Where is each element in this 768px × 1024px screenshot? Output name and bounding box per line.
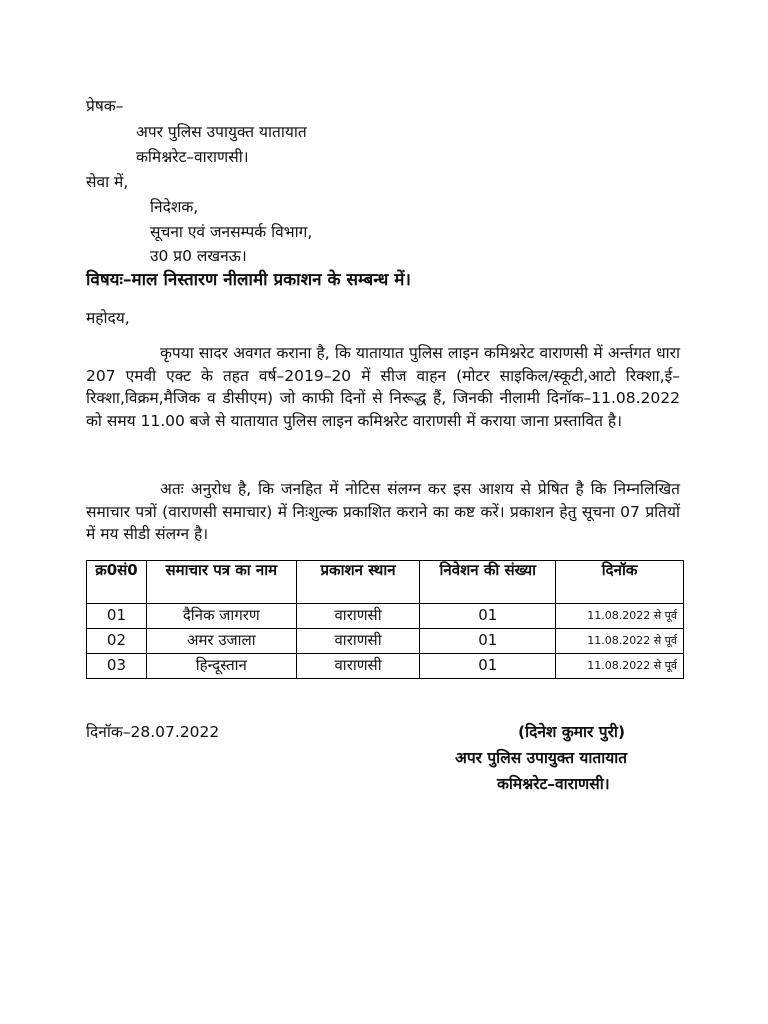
newspaper-table	[86, 560, 684, 679]
cell-insertions: 01	[420, 654, 556, 679]
paragraph-publication-request: अतः अनुरोध है, कि जनहित में नोटिस संलग्न कर इस आशय से प्रेषित है कि निम्नलिखित समाचार पत्रों (वाराणसी समाचार) में निःशुल्क प्रकाशित कराने का कष्ट करें। प्रकाशन हेतु सूचना 07 प्रतियों में मय सीडी संलग्न है।	[86, 480, 680, 543]
cell-insertions: 01	[420, 629, 556, 654]
signatory-designation: अपर पुलिस उपायुक्त यातायात	[455, 749, 628, 767]
cell-newspaper: दैनिक जागरण	[146, 604, 296, 629]
col-date-header: दिनॉक	[556, 561, 684, 604]
sender-office: कमिश्नरेट–वाराणसी।	[136, 148, 249, 166]
recipient-title: निदेशक,	[150, 198, 199, 216]
col-insertions-header: निवेशन की संख्या	[420, 561, 556, 604]
cell-place: वाराणसी	[296, 629, 420, 654]
table-row	[87, 654, 684, 679]
cell-serial: 03	[87, 654, 147, 679]
salutation: महोदय,	[86, 309, 130, 327]
cell-place: वाराणसी	[296, 654, 420, 679]
table-header-row	[87, 561, 684, 604]
recipient-label: सेवा में,	[86, 173, 129, 191]
cell-place: वाराणसी	[296, 604, 420, 629]
recipient-city: उ0 प्र0 लखनऊ।	[150, 247, 247, 265]
cell-newspaper: हिन्दूस्तान	[146, 654, 296, 679]
cell-date: 11.08.2022 से पूर्व	[556, 629, 684, 654]
col-serial-header: क्र0सं0	[87, 561, 147, 604]
cell-date: 11.08.2022 से पूर्व	[556, 604, 684, 629]
sender-designation: अपर पुलिस उपायुक्त यातायात	[136, 123, 307, 141]
cell-insertions: 01	[420, 604, 556, 629]
letter-date: दिनॉक–28.07.2022	[86, 723, 220, 741]
signatory-office: कमिश्नरेट–वाराणसी।	[497, 775, 610, 793]
cell-serial: 01	[87, 604, 147, 629]
col-place-header: प्रकाशन स्थान	[296, 561, 420, 604]
col-newspaper-header: समाचार पत्र का नाम	[146, 561, 296, 604]
cell-date: 11.08.2022 से पूर्व	[556, 654, 684, 679]
table-row	[87, 629, 684, 654]
cell-serial: 02	[87, 629, 147, 654]
sender-label: प्रेषक–	[86, 97, 124, 115]
paragraph-auction-notice: कृपया सादर अवगत कराना है, कि यातायात पुलिस लाइन कमिश्नरेट वाराणसी में अर्न्तगत धारा 207 एमवी एक्ट के तहत वर्ष–2019–20 में सीज वाहन (मोटर साइकिल/स्कूटी,आटो रिक्शा,ई–रिक्शा,विक्रम,मैजिक व डीसीएम) जो काफी दिनों से निरूद्ध हैं, जिनकी नीलामी दिनॉक–11.08.2022 को समय 11.00 बजे से यातायात पुलिस लाइन कमिश्नरेट वाराणसी में कराया जाना प्रस्तावित है।	[86, 344, 680, 430]
cell-newspaper: अमर उजाला	[146, 629, 296, 654]
subject-line: विषयः–माल निस्तारण नीलामी प्रकाशन के सम्बन्ध में।	[86, 270, 411, 290]
signatory-name: (दिनेश कुमार पुरी)	[518, 723, 626, 741]
table-row	[87, 604, 684, 629]
recipient-department: सूचना एवं जनसम्पर्क विभाग,	[150, 223, 313, 241]
